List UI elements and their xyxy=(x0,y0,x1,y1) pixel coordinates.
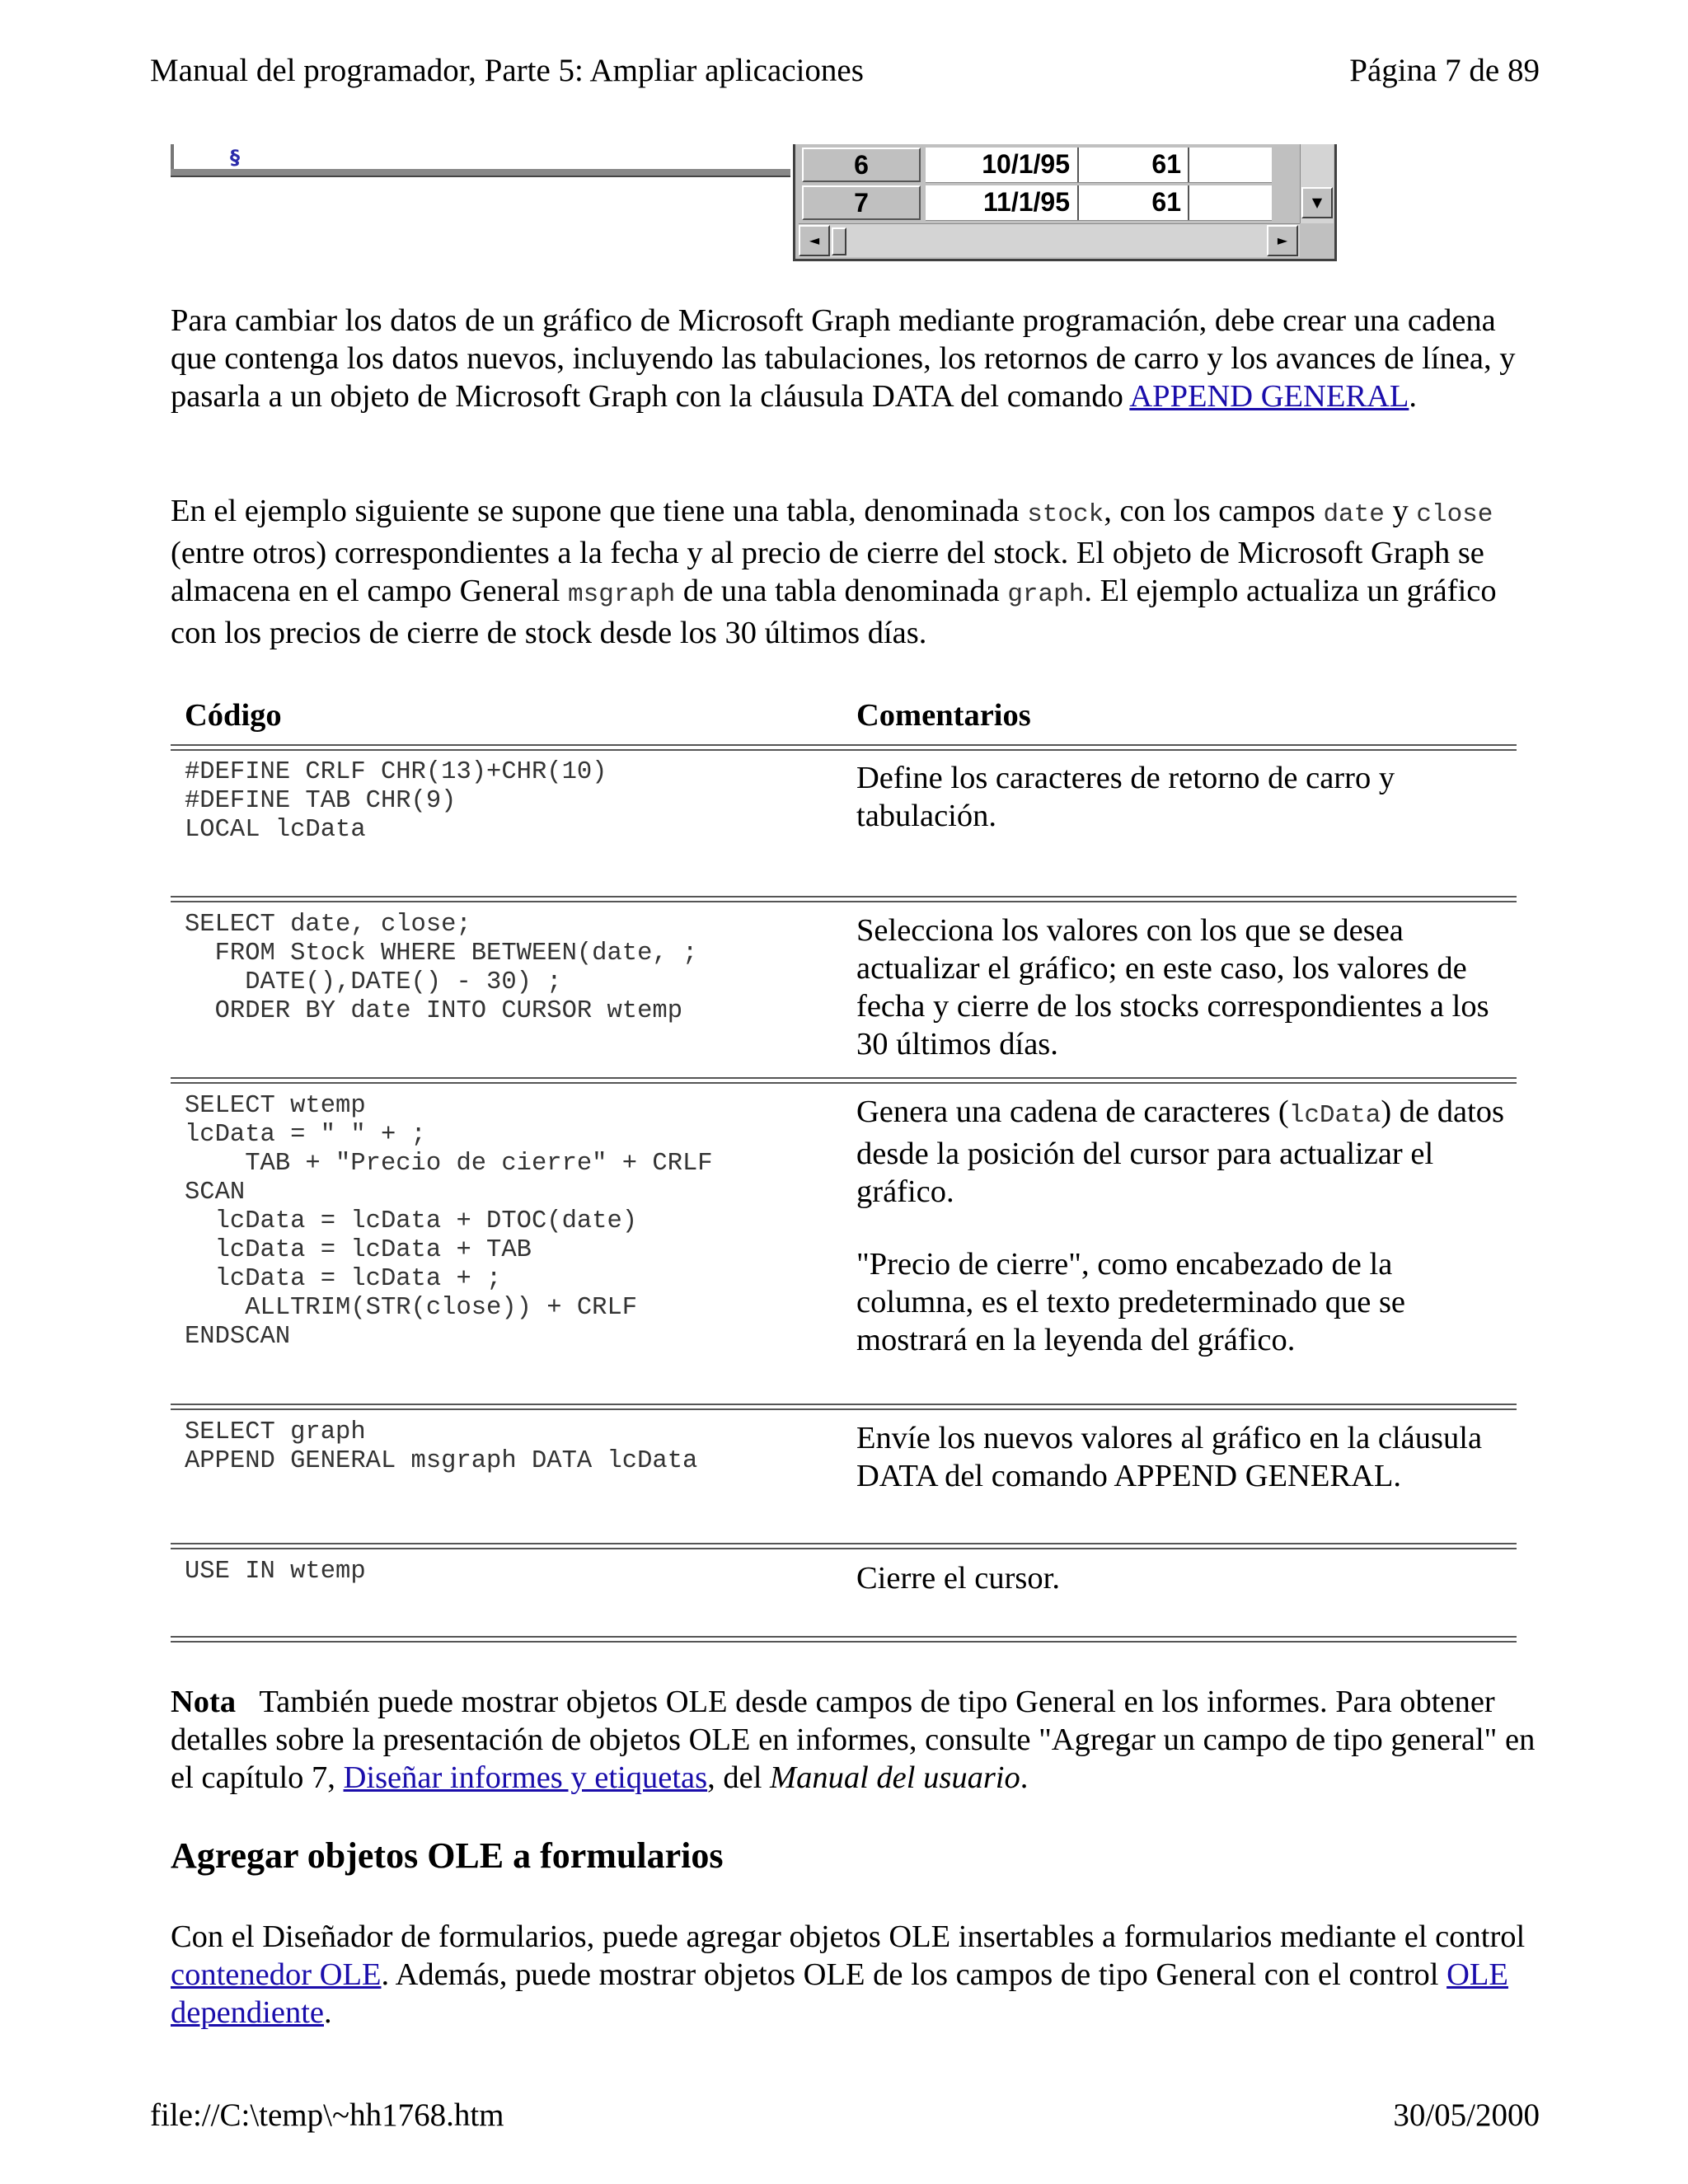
table-rule xyxy=(171,1636,1517,1643)
scroll-down-icon[interactable]: ▼ xyxy=(1301,187,1333,218)
date-cell[interactable]: 11/1/95 xyxy=(983,187,1070,217)
date-cell[interactable]: 10/1/95 xyxy=(982,149,1070,179)
intro-paragraph-2 xyxy=(171,492,1539,652)
cell-divider xyxy=(1077,148,1079,182)
comment-text: Cierre el cursor. xyxy=(856,1561,1060,1596)
column-header-comments: Comentarios xyxy=(856,698,1031,733)
value-cell[interactable]: 61 xyxy=(1151,149,1181,179)
note-label: Nota xyxy=(171,1685,237,1719)
screenshot-left-fragment xyxy=(171,144,790,176)
table-rule xyxy=(171,1404,1517,1410)
comment-text: Define los caracteres de retorno de carro y tabulación. xyxy=(856,761,1395,833)
print-date: 30/05/2000 xyxy=(1393,2097,1540,2133)
note-text: . xyxy=(1020,1760,1029,1795)
section-paragraph xyxy=(171,1918,1539,2032)
comment-text: Envíe los nuevos valores al gráfico en la cláusula DATA del comando APPEND GENERAL. xyxy=(856,1421,1483,1493)
vertical-scrollbar[interactable] xyxy=(1300,144,1334,223)
comment-text: Selecciona los valores con los que se desea actualizar el gráfico; en este caso, los valores de fecha y cierre de los stocks correspondientes a los 30 últimos días. xyxy=(856,913,1489,1062)
note-text: , del xyxy=(707,1760,771,1795)
row-number[interactable]: 6 xyxy=(802,148,921,182)
horizontal-scrollbar[interactable] xyxy=(799,223,1300,257)
document-title: Manual del programador, Parte 5: Ampliar aplicaciones xyxy=(150,53,864,88)
row-cells xyxy=(926,185,1272,221)
comment-text-part: ) de datos desde la posición del cursor para actualizar el gráfico. xyxy=(856,1094,1505,1209)
cell-divider xyxy=(1188,185,1189,220)
file-path: file://C:\temp\~hh1768.htm xyxy=(150,2097,504,2133)
intro-text: En el ejemplo siguiente se supone que tiene una tabla, denominada xyxy=(171,494,1028,528)
ole-dependiente-link[interactable]: OLE dependiente xyxy=(171,1957,1508,2030)
intro-text: . El ejemplo actualiza un gráfico con los precios de cierre de stock desde los 30 últimos días. xyxy=(171,574,1497,650)
intro-text: y xyxy=(1384,494,1417,528)
table-rule xyxy=(171,1543,1517,1549)
page-number: Página 7 de 89 xyxy=(1349,53,1540,88)
intro-text: de una tabla denominada xyxy=(675,574,1008,608)
code-block: SELECT date, close; FROM Stock WHERE BETWEEN(date, ; DATE(),DATE() - 30) ; ORDER BY date INTO CURSOR wtemp xyxy=(185,911,698,1025)
screenshot-bottom-border xyxy=(171,169,790,177)
scroll-left-icon[interactable]: ◄ xyxy=(799,225,830,256)
code-lcdata: lcData xyxy=(1288,1101,1381,1130)
section-text: Con el Diseñador de formularios, puede agregar objetos OLE insertables a formularios mediante el control xyxy=(171,1919,1526,1954)
column-header-code: Código xyxy=(185,698,282,733)
table-rule xyxy=(171,744,1517,751)
code-msgraph: msgraph xyxy=(568,580,676,609)
intro-text: Para cambiar los datos de un gráfico de Microsoft Graph mediante programación, debe crear una cadena que contenga los datos nuevos, incluyendo las tabulaciones, los retornos de carro y los avances de línea, y pasarla a un objeto de Microsoft Graph con la cláusula DATA del comando xyxy=(171,303,1516,414)
code-graph: graph xyxy=(1007,580,1085,609)
cursor-glyph-icon: § xyxy=(230,146,240,169)
disenar-informes-link[interactable]: Diseñar informes y etiquetas xyxy=(343,1760,708,1795)
table-rule xyxy=(171,896,1517,902)
comment-text xyxy=(856,1093,1516,1211)
code-block: USE IN wtemp xyxy=(185,1558,366,1586)
comment-text-second: "Precio de cierre", como encabezado de la columna, es el texto predeterminado que se mostrará en la leyenda del gráfico. xyxy=(856,1247,1406,1357)
row-cells xyxy=(926,148,1272,183)
intro-text: , con los campos xyxy=(1104,494,1324,528)
datasheet-row xyxy=(802,148,1272,184)
section-text: . xyxy=(324,1995,332,2030)
section-heading: Agregar objetos OLE a formularios xyxy=(171,1835,724,1876)
table-rule xyxy=(171,1077,1517,1084)
scroll-thumb[interactable] xyxy=(832,227,846,255)
append-general-link[interactable]: APPEND GENERAL xyxy=(1129,379,1409,414)
code-block: SELECT graph APPEND GENERAL msgraph DATA lcData xyxy=(185,1418,698,1475)
contenedor-ole-link[interactable]: contenedor OLE xyxy=(171,1957,382,1992)
scroll-right-icon[interactable]: ► xyxy=(1267,225,1298,256)
manual-usuario-title: Manual del usuario xyxy=(770,1760,1020,1795)
section-text: . Además, puede mostrar objetos OLE de los campos de tipo General con el control xyxy=(381,1957,1447,1992)
intro-paragraph-1 xyxy=(171,302,1539,415)
cell-divider xyxy=(1077,185,1079,220)
note-text: También puede mostrar objetos OLE desde campos de tipo General en los informes. Para obtener detalles sobre la presentación de objetos OLE en informes, consulte "Agregar un campo de tipo general" en el capítulo 7, xyxy=(171,1685,1536,1795)
row-number[interactable]: 7 xyxy=(802,185,921,220)
datasheet-row xyxy=(802,185,1272,222)
value-cell[interactable]: 61 xyxy=(1151,187,1181,217)
comment-text-part: Genera una cadena de caracteres ( xyxy=(856,1094,1289,1129)
code-stock: stock xyxy=(1027,500,1104,529)
code-close: close xyxy=(1416,500,1493,529)
code-block: SELECT wtemp lcData = " " + ; TAB + "Precio de cierre" + CRLF SCAN lcData = lcData + DTOC(date) lcData = lcData + TAB lcData = lcData + ; ALLTRIM(STR(close)) + CRLF ENDSCAN xyxy=(185,1092,713,1351)
datasheet-grid xyxy=(793,144,1337,261)
intro-text: (entre otros) correspondientes a la fecha y al precio de cierre del stock. El objeto de Microsoft Graph se almacena en el campo General xyxy=(171,536,1484,608)
code-date: date xyxy=(1323,500,1385,529)
note-paragraph xyxy=(171,1683,1539,1797)
cell-divider xyxy=(1188,148,1189,182)
intro-text-end: . xyxy=(1409,379,1418,414)
code-block: #DEFINE CRLF CHR(13)+CHR(10) #DEFINE TAB CHR(9) LOCAL lcData xyxy=(185,758,607,844)
